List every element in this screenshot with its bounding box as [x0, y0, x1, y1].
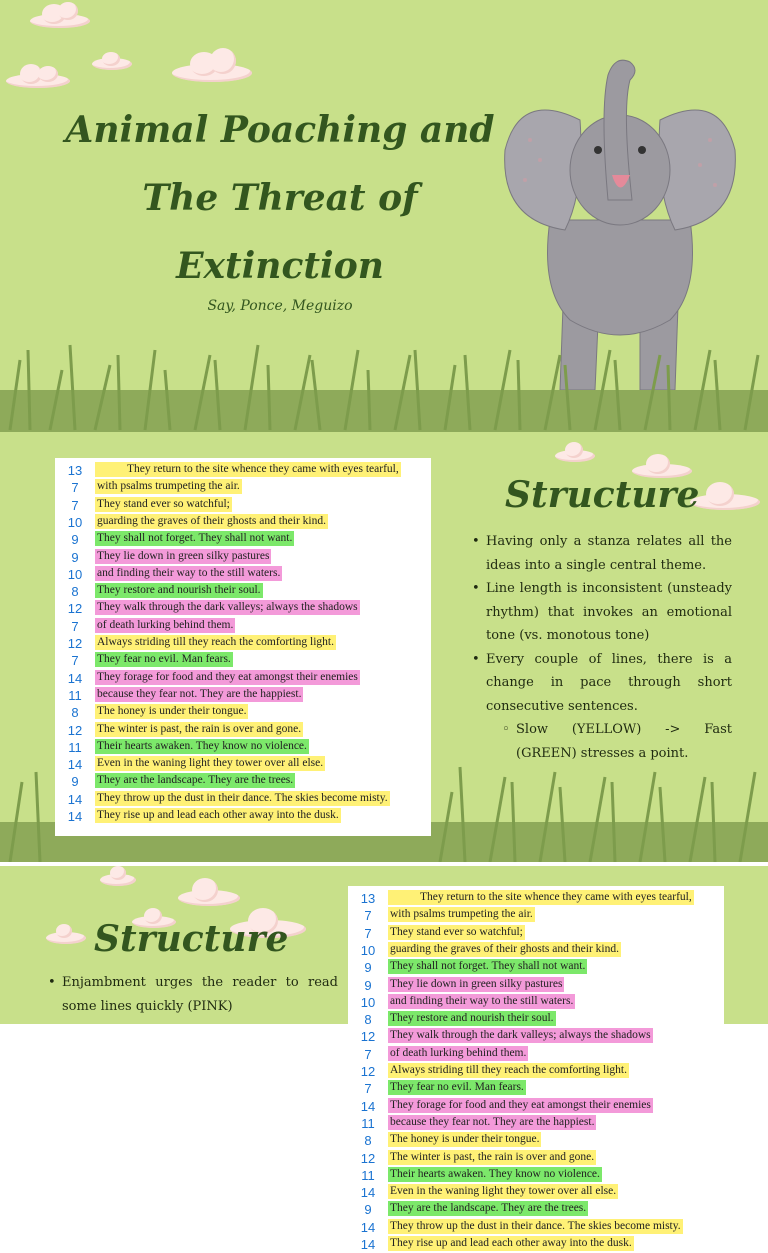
syllable-count: 14 [360, 1098, 376, 1114]
bullet-item: • Every couple of lines, there is a change in pace through short consecutive sentences. [472, 648, 732, 719]
syllable-count: 14 [67, 670, 83, 686]
syllable-count: 14 [67, 757, 83, 773]
poem-line-text: They forage for food and they eat amongst their enemies [390, 1098, 651, 1111]
bullet-list [48, 971, 338, 1018]
syllable-count: 11 [68, 739, 82, 755]
poem-line-text: They throw up the dust in their dance. The skies become misty. [390, 1219, 681, 1232]
poem-line-text: Even in the waning light they tower over all else. [97, 757, 324, 770]
title-slide [0, 0, 768, 432]
syllable-count: 12 [360, 1064, 376, 1079]
poem-line-text: The honey is under their tongue. [390, 1133, 540, 1146]
title-line: Animal Poaching and [65, 109, 495, 151]
poem-line-text: because they fear not. They are the happiest. [97, 687, 302, 700]
poem-line-text: The winter is past, the rain is over and gone. [97, 722, 302, 735]
grass-decoration [0, 330, 768, 432]
poem-line-text: They are the landscape. They are the trees. [390, 1202, 587, 1215]
poem-line-text: Always striding till they reach the comforting light. [390, 1064, 627, 1076]
poem-line-text: Always striding till they reach the comforting light. [97, 636, 334, 648]
syllable-count: 9 [71, 549, 79, 565]
poem-line-text: They fear no evil. Man fears. [390, 1081, 524, 1094]
poem-line-text: They walk through the dark valleys; always the shadows [97, 601, 358, 614]
syllable-count: 12 [360, 1029, 376, 1045]
syllable-count: 7 [71, 618, 79, 634]
bullet-item: • Enjambment urges the reader to read some lines quickly (PINK) [48, 971, 338, 1018]
poem-line-text: They forage for food and they eat amongst their enemies [97, 670, 358, 683]
syllable-count: 14 [67, 809, 83, 824]
syllable-count: 13 [360, 891, 376, 906]
poem-line-text: They are the landscape. They are the trees. [97, 774, 294, 787]
poem-line-text: with psalms trumpeting the air. [390, 908, 533, 921]
syllable-count: 9 [364, 1202, 372, 1218]
syllable-count: 7 [364, 908, 372, 924]
syllable-count: 7 [71, 653, 79, 669]
poem-line-text: guarding the graves of their ghosts and their kind. [97, 514, 326, 527]
poem-line-text: They return to the site whence they came with eyes tearful, [95, 462, 401, 477]
syllable-count: 12 [67, 601, 83, 617]
syllable-count: 12 [67, 636, 83, 651]
syllable-count: 8 [71, 584, 79, 600]
slide-heading: Structure [505, 474, 700, 516]
title-line: The Threat of [142, 177, 418, 219]
syllable-count: 8 [71, 705, 79, 721]
syllable-count: 12 [360, 1150, 376, 1166]
poem-line-text: Their hearts awaken. They know no violence. [390, 1167, 600, 1180]
syllable-count: 10 [360, 994, 376, 1010]
poem-line-text: They shall not forget. They shall not want. [390, 960, 586, 973]
poem-line-text: They stand ever so watchful; [97, 497, 230, 510]
poem-line-text: of death lurking behind them. [390, 1046, 527, 1059]
syllable-count: 7 [364, 1046, 372, 1062]
presentation-title [60, 96, 500, 300]
title-line: Extinction [176, 245, 384, 287]
poem-line-text: Even in the waning light they tower over all else. [390, 1185, 617, 1198]
syllable-count: 9 [71, 532, 79, 548]
syllable-count: 8 [364, 1133, 372, 1149]
syllable-count: 7 [364, 925, 372, 941]
syllable-count: 11 [68, 687, 82, 703]
poem-line-text: They rise up and lead each other away into the dusk. [390, 1237, 632, 1249]
poem-line-text: and finding their way to the still waters. [390, 994, 574, 1007]
poem-line-text: They restore and nourish their soul. [97, 584, 261, 597]
authors: Say, Ponce, Meguizo [207, 298, 353, 314]
poem-line-text: They restore and nourish their soul. [390, 1012, 554, 1025]
syllable-count: 13 [67, 463, 83, 478]
syllable-count: 7 [364, 1081, 372, 1097]
poem-line-text: and finding their way to the still waters. [97, 566, 281, 579]
syllable-count: 12 [67, 722, 83, 738]
syllable-count: 9 [364, 977, 372, 993]
syllable-count: 14 [360, 1219, 376, 1235]
poem-line-text: They walk through the dark valleys; always the shadows [390, 1029, 651, 1042]
poem-line-text: of death lurking behind them. [97, 618, 234, 631]
syllable-count: 14 [67, 791, 83, 807]
slide-heading: Structure [94, 918, 289, 960]
poem-line-text: Their hearts awaken. They know no violence. [97, 739, 307, 752]
syllable-count: 11 [361, 1167, 375, 1183]
poem-line-text: The honey is under their tongue. [97, 705, 247, 718]
syllable-count: 10 [67, 514, 83, 530]
syllable-count: 9 [364, 960, 372, 976]
bullet-item: • Having only a stanza relates all the ideas into a single central theme. [472, 530, 732, 577]
syllable-count: 11 [361, 1115, 375, 1131]
poem-line-text: guarding the graves of their ghosts and their kind. [390, 942, 619, 955]
poem-line-text: with psalms trumpeting the air. [97, 480, 240, 493]
poem-line-text: They stand ever so watchful; [390, 925, 523, 938]
poem-line-text: They lie down in green silky pastures [390, 977, 563, 990]
poem-line-text: They lie down in green silky pastures [97, 549, 270, 562]
syllable-count: 8 [364, 1012, 372, 1028]
bullet-list [472, 530, 732, 765]
syllable-count: 9 [71, 774, 79, 790]
structure-slide [0, 432, 768, 862]
syllable-count: 10 [67, 566, 83, 582]
syllable-count: 14 [360, 1237, 376, 1252]
poem-line-text: because they fear not. They are the happiest. [390, 1115, 595, 1128]
sub-bullet-item: ◦ Slow (YELLOW) -> Fast (GREEN) stresses a point. [472, 718, 732, 765]
poem-panel [348, 886, 724, 1252]
poem-line-text: They fear no evil. Man fears. [97, 653, 231, 666]
syllable-count: 7 [71, 497, 79, 513]
poem-line-text: They throw up the dust in their dance. The skies become misty. [97, 791, 388, 804]
syllable-count: 14 [360, 1185, 376, 1201]
poem-line-text: They shall not forget. They shall not want. [97, 532, 293, 545]
poem-line-text: The winter is past, the rain is over and gone. [390, 1150, 595, 1163]
structure-slide-2 [0, 866, 768, 1252]
poem-line-text: They rise up and lead each other away into the dusk. [97, 809, 339, 821]
poem-panel [55, 458, 431, 836]
bullet-item: • Line length is inconsistent (unsteady rhythm) that invokes an emotional tone (vs. monotous tone) [472, 577, 732, 648]
syllable-count: 7 [71, 480, 79, 496]
poem-line-text: They return to the site whence they came with eyes tearful, [388, 890, 694, 905]
syllable-count: 10 [360, 942, 376, 958]
